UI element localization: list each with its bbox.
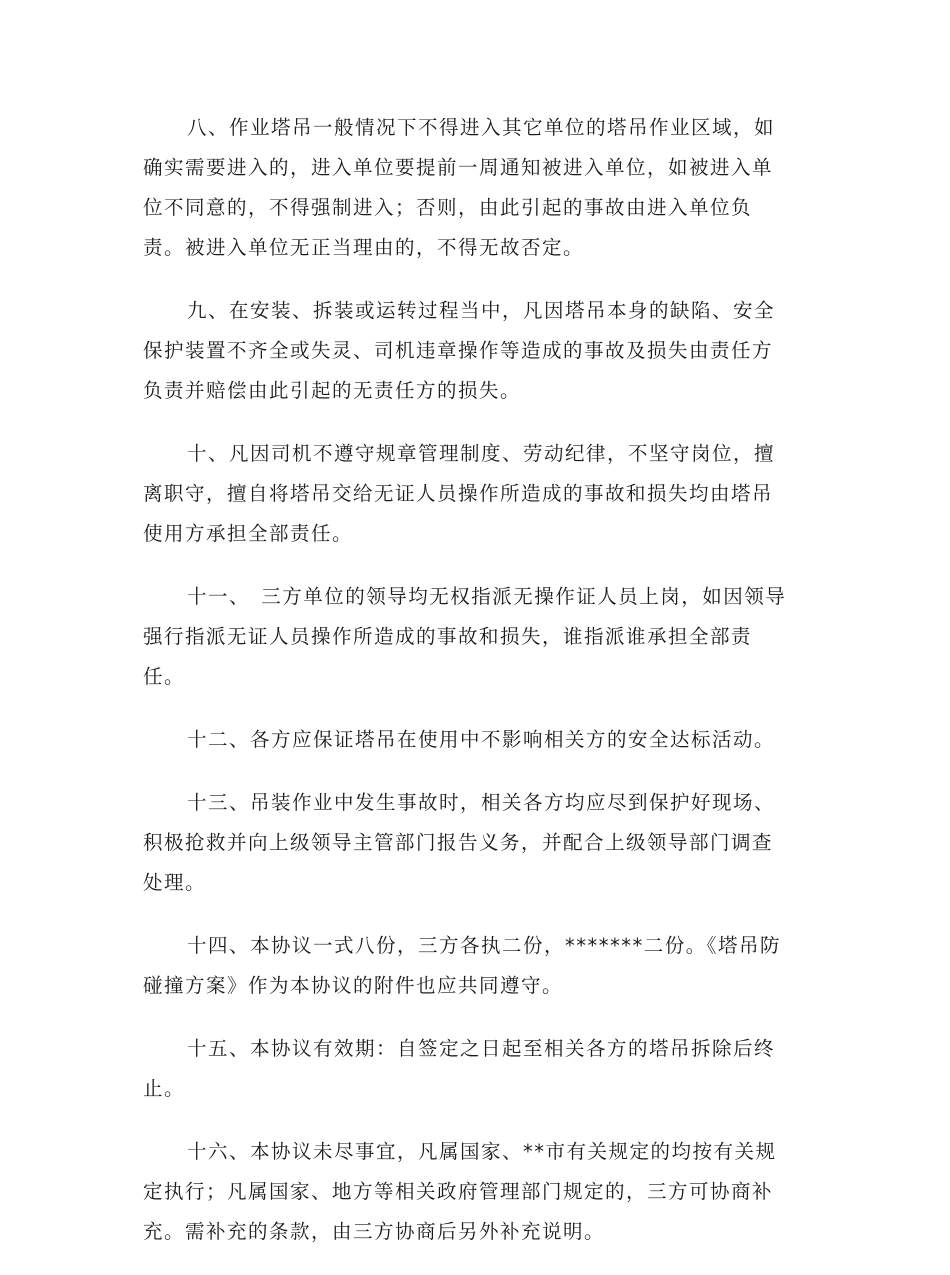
clause-13 — [143, 783, 813, 903]
clause-line: 积极抢救并向上级领导主管部门报告义务，并配合上级领导部门调查 — [143, 831, 774, 854]
clause-line: 十五、本协议有效期：自签定之日起至相关各方的塔吊拆除后终 — [187, 1037, 776, 1060]
clause-line: 离职守，擅自将塔吊交给无证人员操作所造成的事故和损失均由塔吊 — [143, 482, 774, 505]
clause-line: 八、作业塔吊一般情况下不得进入其它单位的塔吊作业区域，如 — [187, 116, 776, 139]
clause-line: 保护装置不齐全或失灵、司机违章操作等造成的事故及损失由责任方 — [143, 339, 774, 362]
clause-9 — [143, 291, 813, 411]
clause-16 — [143, 1132, 813, 1252]
clause-line: 确实需要进入的，进入单位要提前一周通知被进入单位，如被进入单 — [143, 156, 774, 179]
clause-line: 使用方承担全部责任。 — [143, 522, 354, 545]
clause-line: 十六、本协议未尽事宜，凡属国家、**市有关规定的均按有关规 — [187, 1140, 777, 1163]
clause-line: 充。需补充的条款，由三方协商后另外补充说明。 — [143, 1220, 606, 1243]
clause-line: 位不同意的，不得强制进入；否则，由此引起的事故由进入单位负 — [143, 196, 753, 219]
clause-line: 碰撞方案》作为本协议的附件也应共同遵守。 — [143, 974, 564, 997]
clause-12 — [143, 720, 813, 760]
clause-line: 负责并赔偿由此引起的无责任方的损失。 — [143, 379, 522, 402]
clause-line: 强行指派无证人员操作所造成的事故和损失，谁指派谁承担全部责 — [143, 625, 753, 648]
clause-line: 处理。 — [143, 871, 207, 894]
clause-line: 十二、各方应保证塔吊在使用中不影响相关方的安全达标活动。 — [187, 728, 776, 751]
clause-11 — [143, 577, 813, 697]
clause-10 — [143, 434, 813, 554]
clause-14 — [143, 926, 813, 1006]
clause-line: 责。被进入单位无正当理由的，不得无故否定。 — [143, 236, 585, 259]
clause-line: 定执行；凡属国家、地方等相关政府管理部门规定的，三方可协商补 — [143, 1180, 774, 1203]
clause-line: 十三、吊装作业中发生事故时，相关各方均应尽到保护好现场、 — [187, 791, 776, 814]
clause-15 — [143, 1029, 813, 1109]
clause-line: 九、在安装、拆装或运转过程当中，凡因塔吊本身的缺陷、安全 — [187, 299, 776, 322]
clause-line: 止。 — [143, 1077, 186, 1100]
clause-line: 十四、本协议一式八份，三方各执二份，*******二份。《塔吊防 — [187, 934, 782, 957]
clause-line: 十一、 三方单位的领导均无权指派无操作证人员上岗，如因领导 — [187, 585, 787, 608]
clause-line: 任。 — [143, 665, 186, 688]
clause-line: 十、凡因司机不遵守规章管理制度、劳动纪律，不坚守岗位，擅 — [187, 442, 776, 465]
document-body — [143, 108, 813, 1275]
clause-8 — [143, 108, 813, 268]
